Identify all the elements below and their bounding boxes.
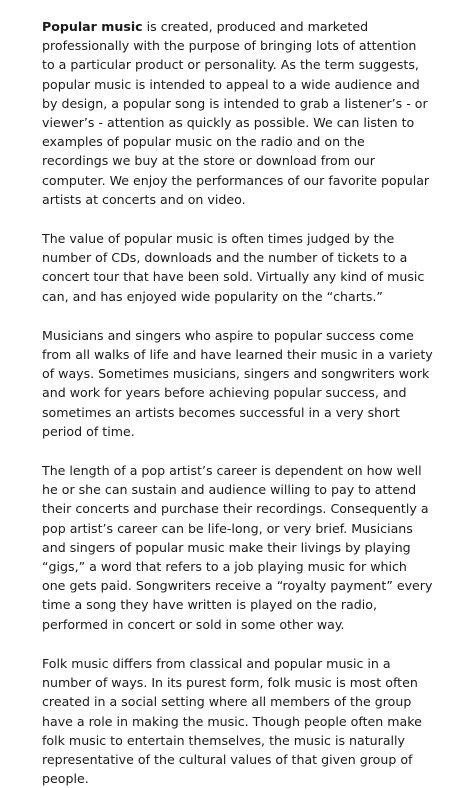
bold-term-popular-music: Popular music xyxy=(42,19,143,34)
paragraph-folk-music: Folk music differs from classical and popular music in a number of ways. In its purest form, folk music is most often created in a social setting where all members of the group have a role in making the music. Though people often make folk music to entertain themselves, the music is naturally representative of the cultural values of that given group of people. xyxy=(42,655,422,787)
paragraph-musicians-and-singers: Musicians and singers who aspire to popular success come from all walks of life and have learned their music in a variety of ways. Sometimes musicians, singers and songwriters work and work for years before achieving popular success, and sometimes an artists becomes successful in a very short period of time. xyxy=(42,327,433,439)
paragraph-value-of-popular-music: The value of popular music is often times judged by the number of CDs, downloads and the number of tickets to a concert tour that have been sold. Virtually any kind of music can, and has enjoyed wide popularity on the “charts.” xyxy=(42,231,425,304)
paragraph-pop-artist-career: The length of a pop artist’s career is dependent on how well he or she can sustain and audience willing to pay to attend their concerts and purchase their recordings. Consequently a pop artist’s career can be life-long, or very brief. Musicians and singers of popular music make their livings by playing “gigs,” a word that refers to a job playing music for which one gets paid. Songwriters receive a “royalty payment” every time a song they have written is played on the radio, performed in concert or sold in some other way. xyxy=(42,463,433,632)
paragraph-text: is created, produced and marketed professionally with the purpose of bringing lots of attention to a particular product or personality. As the term suggests, popular music is intended to appeal to a wide audience and by design, a popular song is intended to grab a listener’s - or viewer’s - attention as quickly as possible. We can listen to examples of popular music on the radio and on the recordings we buy at the store or download from our computer. We enjoy the performances of our favorite popular artists at concerts and on video. xyxy=(42,19,430,207)
paragraph-popular-music-intro xyxy=(42,17,433,209)
